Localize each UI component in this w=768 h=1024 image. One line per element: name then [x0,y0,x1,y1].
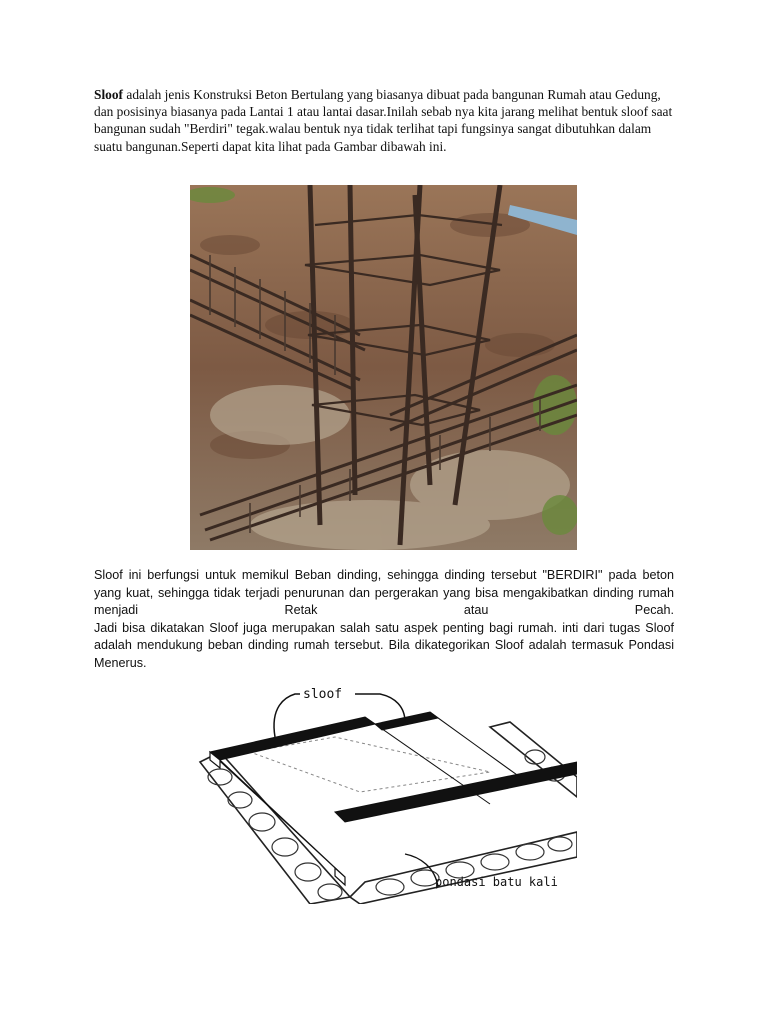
intro-text: adalah jenis Konstruksi Beton Bertulang yang biasanya dibuat pada bangunan Rumah atau Gedung, dan posisinya biasanya pada Lantai 1 atau lantai dasar.Inilah sebab nya kita jarang melihat bentuk sloof saat bangunan sudah "Berdiri" tegak.walau bentuk nya tidak terlihat tapi fungsinya sangat dibutuhkan dalam suatu bangunan.Seperti dapat kita lihat pada Gambar dibawah ini. [94,87,673,154]
sloof-diagram [190,682,577,904]
function-text-1: Sloof ini berfungsi untuk memikul Beban dinding, sehingga dinding tersebut "BERDIRI" pada beton yang kuat, sehingga tidak terjadi penurunan dan pergerakan yang bisa mengakibatkan dinding rumah menjadi Retak atau Pecah. [94,568,674,618]
function-text-2: Jadi bisa dikatakan Sloof juga merupakan salah satu aspek penting bagi rumah. inti dari tugas Sloof adalah mendukung beban dinding rumah tersebut. Bila dikategorikan Sloof adalah termasuk Pondasi Menerus. [94,620,674,670]
intro-paragraph [94,86,674,155]
label-sloof: sloof [303,687,343,702]
function-paragraph [94,567,674,673]
rebar-photo [190,185,577,550]
label-pondasi: pondasi batu kali [435,875,558,889]
sloof-term: Sloof [94,87,124,102]
